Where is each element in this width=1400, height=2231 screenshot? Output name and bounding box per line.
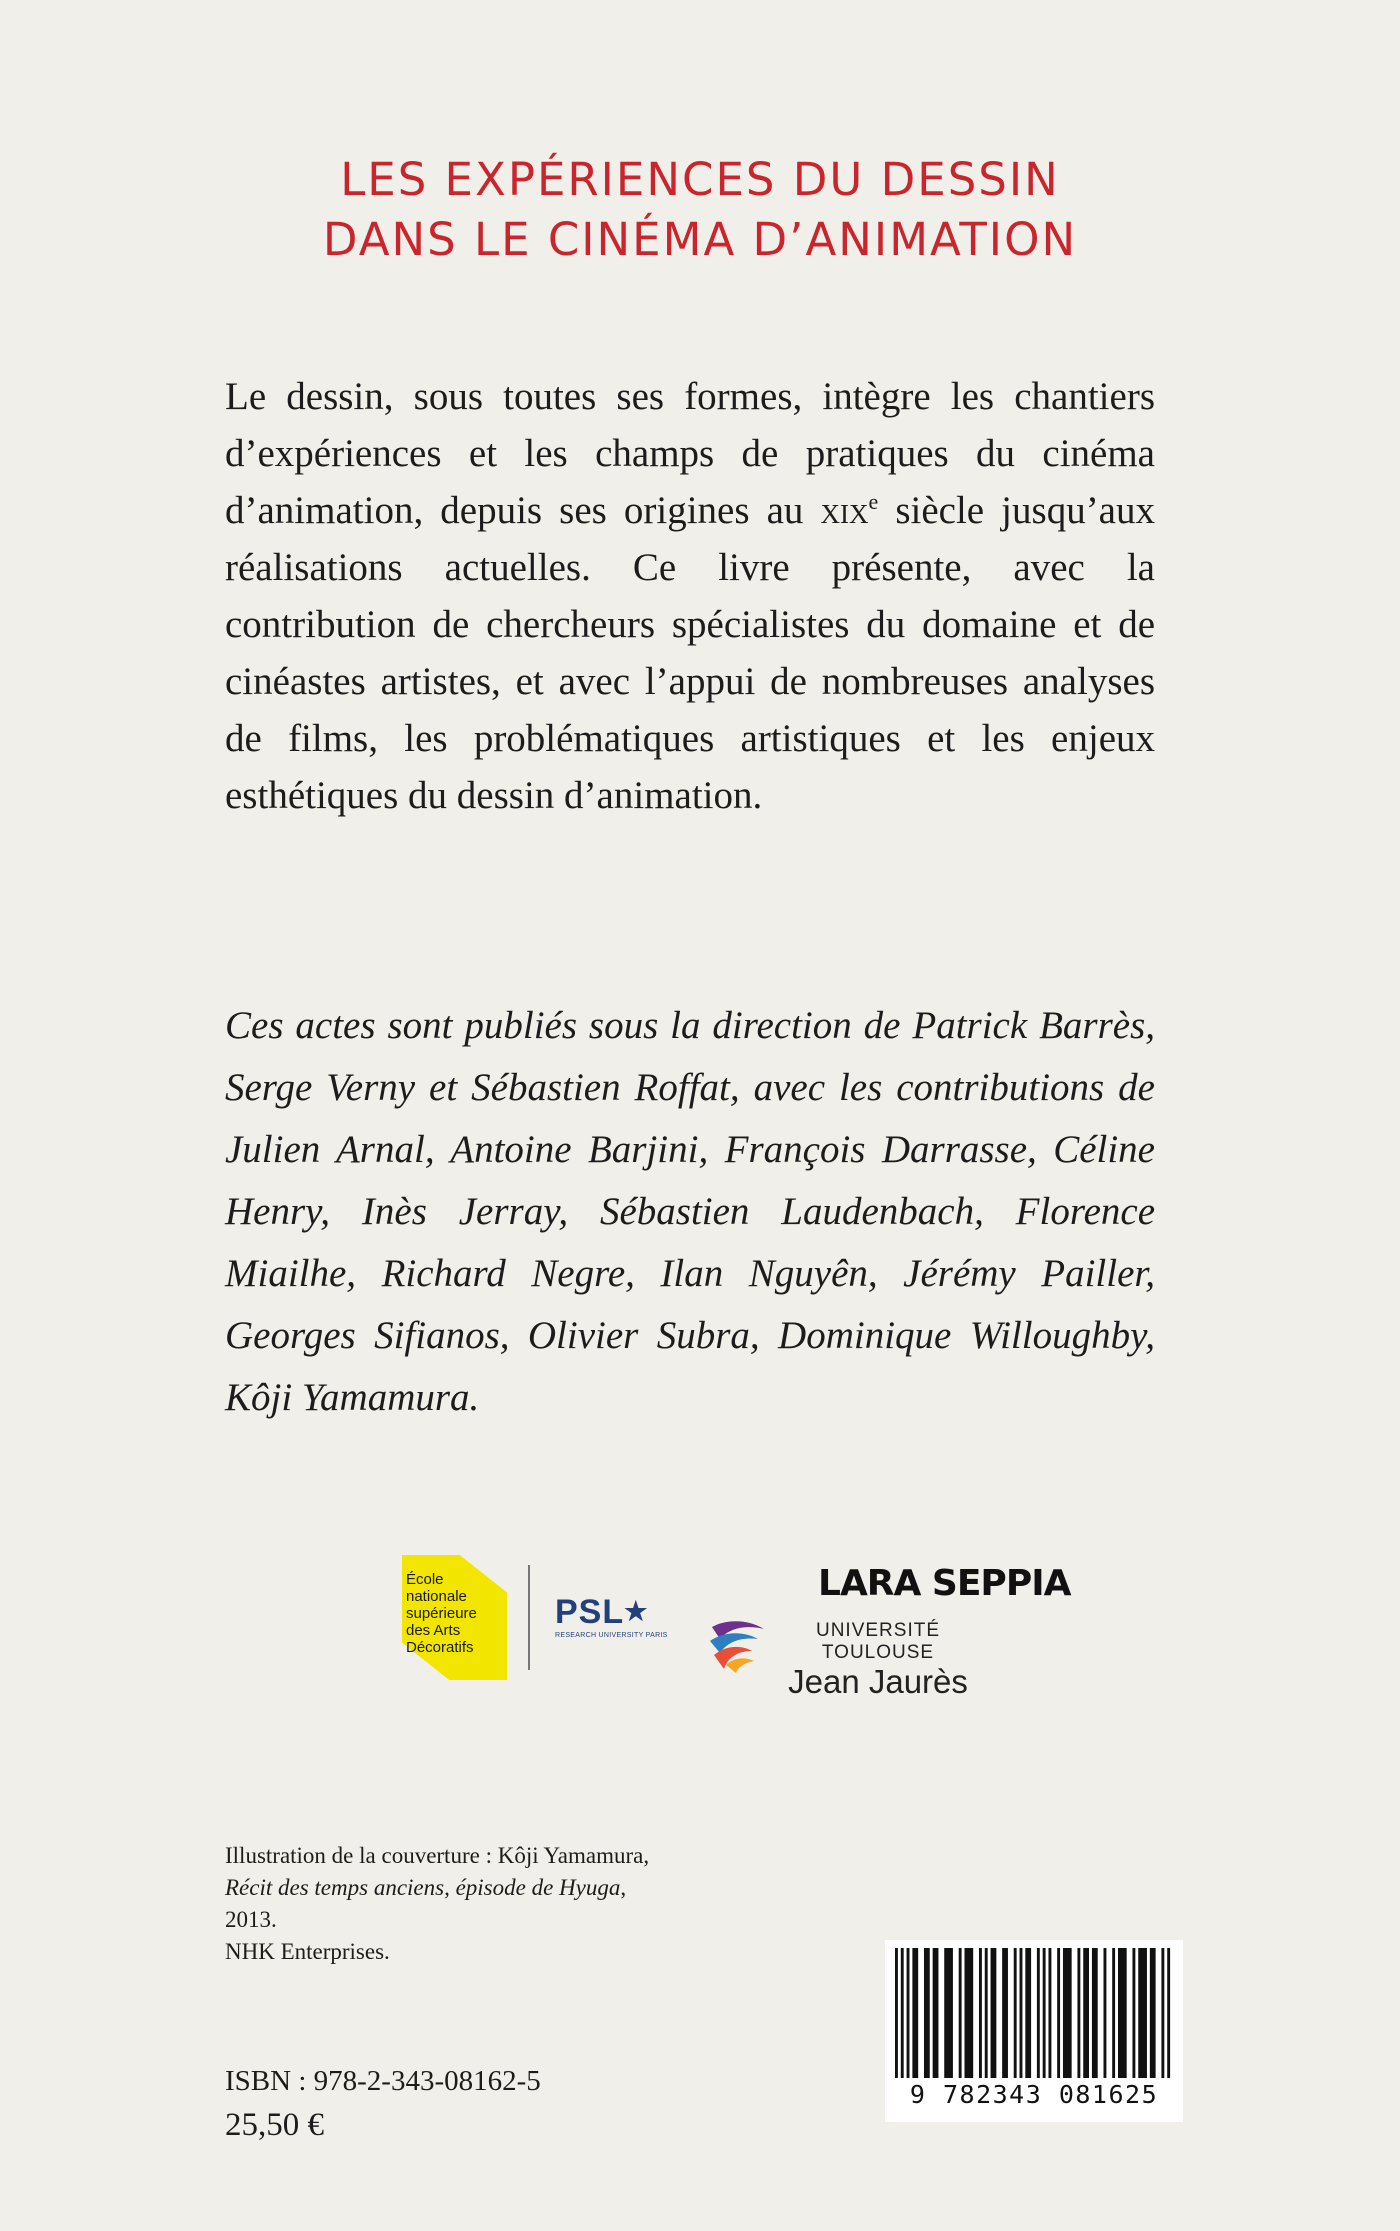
- barcode-bar: [1014, 1948, 1017, 2078]
- ensad-line: nationale: [406, 1588, 467, 1605]
- isbn: ISBN : 978-2-343-08162-5: [225, 2065, 541, 2097]
- barcode-bar: [1083, 1948, 1089, 2078]
- summary-paragraph: [225, 368, 1155, 824]
- credit-line-1: Illustration de la couverture : Kôji Yamamura,: [225, 1843, 650, 1868]
- university-name: [763, 1620, 993, 1700]
- barcode-bar: [924, 1948, 930, 2078]
- barcode-digits: 9 782343 081625: [909, 2080, 1159, 2109]
- barcode-bar: [1132, 1948, 1135, 2078]
- title-line-1: LES EXPÉRIENCES DU DESSIN: [340, 153, 1060, 206]
- barcode-bar: [901, 1948, 904, 2078]
- barcode-bar: [985, 1948, 988, 2078]
- psl-logo: [555, 1593, 675, 1639]
- ensad-line: des Arts: [406, 1622, 461, 1639]
- barcode-bar: [1057, 1948, 1060, 2078]
- ensad-line: supérieure: [406, 1605, 477, 1622]
- barcode-bar: [1037, 1948, 1040, 2078]
- barcode-bar: [991, 1948, 997, 2078]
- barcode-bar: [979, 1948, 982, 2078]
- ensad-logo-text: [406, 1571, 506, 1656]
- barcode-bar: [1048, 1948, 1051, 2078]
- logo-divider: [528, 1565, 530, 1670]
- title-line-2: DANS LE CINÉMA D’ANIMATION: [322, 213, 1078, 266]
- barcode-bar: [912, 1948, 918, 2078]
- barcode-bar: [1002, 1948, 1008, 2078]
- summary-text-end: siècle jusqu’aux réalisations actuelles. Ce livre présente, avec la contribution de chercheurs spécialistes du domaine et de cinéastes artistes, et avec l’appui de nombreuses analyses de films, les problématiques artistiques et les enjeux esthétiques du dessin d’animation.: [225, 489, 1155, 817]
- lara-seppia-logo: [708, 1563, 1071, 1700]
- barcode-bar: [1112, 1948, 1115, 2078]
- barcode-bar: [907, 1948, 910, 2078]
- barcode-bar: [944, 1948, 953, 2078]
- barcode-bar: [1150, 1948, 1156, 2078]
- barcode-bar: [933, 1948, 939, 2078]
- credit-year: 2013.: [225, 1907, 277, 1932]
- contributors-paragraph: Ces actes sont publiés sous la direction de Patrick Barrès, Serge Verny et Sébastien Roffat, avec les contributions de Julien Arnal, Antoine Barjini, François Darrasse, Céline Henry, Inès Jerray, Sébastien Laudenbach, Florence Miailhe, Richard Negre, Ilan Nguyên, Jérémy Pailler, Georges Sifianos, Olivier Subra, Dominique Willoughby, Kôji Yamamura.: [225, 1004, 1155, 1419]
- ensad-line: École: [406, 1571, 444, 1588]
- barcode-bar: [1161, 1948, 1164, 2078]
- barcode-bar: [1043, 1948, 1046, 2078]
- psl-mark-text: PSL: [555, 1593, 625, 1631]
- barcode-bar: [1138, 1948, 1147, 2078]
- century-numeral: xix: [820, 489, 869, 532]
- barcode-bar: [959, 1948, 962, 2078]
- century-suffix: e: [868, 489, 879, 514]
- barcode-bars: [885, 1940, 1183, 2080]
- summary-text-start: Le dessin, sous toutes ses formes, intègre les chantiers d’expériences et les champs de pratiques du cinéma d’animation, depuis ses origines au: [225, 375, 1155, 532]
- barcode-bar: [1118, 1948, 1127, 2078]
- barcode-bar: [1092, 1948, 1098, 2078]
- barcode-bar: [895, 1948, 898, 2078]
- barcode-bar: [1104, 1948, 1107, 2078]
- barcode-bar: [1077, 1948, 1080, 2078]
- ensad-line: Décoratifs: [406, 1639, 474, 1656]
- barcode-bar: [1063, 1948, 1072, 2078]
- lara-seppia-title: LARA SEPPIA: [818, 1563, 1071, 1604]
- price: 25,50 €: [225, 2107, 324, 2143]
- university-swoosh-icon: [708, 1617, 768, 1673]
- book-title: [0, 150, 1400, 270]
- partner-logos: [0, 1555, 1400, 1700]
- artwork-title: Récit des temps anciens, épisode de Hyuga: [225, 1875, 621, 1900]
- university-line-1: UNIVERSITÉ TOULOUSE: [815, 1620, 941, 1663]
- barcode-bar: [965, 1948, 974, 2078]
- artwork-title-comma: ,: [620, 1875, 627, 1900]
- star-icon: ★: [624, 1596, 649, 1626]
- university-line-2: Jean Jaurès: [788, 1663, 968, 1700]
- barcode-bar: [1020, 1948, 1023, 2078]
- psl-subtitle: RESEARCH UNIVERSITY PARIS: [555, 1632, 668, 1639]
- credit-producer: NHK Enterprises.: [225, 1939, 390, 1964]
- barcode-bar: [1167, 1948, 1170, 2078]
- cover-illustration-credit: [225, 1840, 845, 1968]
- barcode-bar: [1025, 1948, 1031, 2078]
